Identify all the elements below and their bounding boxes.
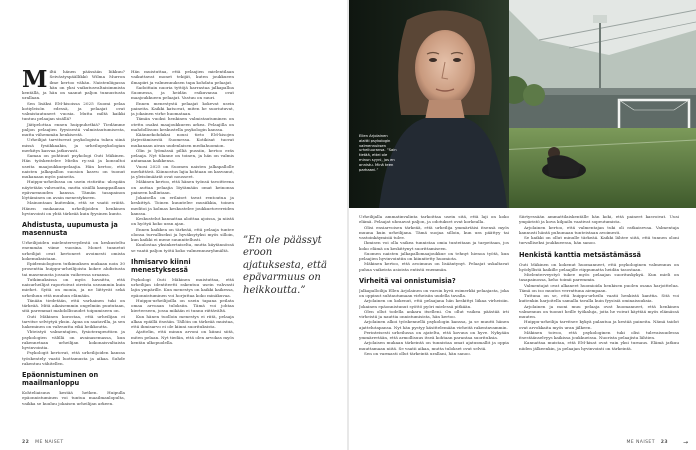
left-column-2 xyxy=(131,69,234,436)
c2-text-0: Hän muistuttaa, että pelaajien mielentilaan vaikuttavat monet tekijät, kuten joukkueen ilmapiiri ja valmennuksen tapa kohdata pelaajat. xyxy=(131,69,234,85)
left-column-1 xyxy=(22,69,125,436)
s4-text-2: Olen ollut todella ankara itselleni. On ollut vaikea päästää irti virheistä ja nauttia onnistumisista, hän kertoo. xyxy=(359,308,509,319)
s3-text-1: Huippu-urheilijoilla on usein tapana peilata omaa arvoaan tuloksiin. Tämä voi johtaa kierteeseen, jossa mikään ei tunnu riittävältä. xyxy=(131,297,234,314)
c2-text-1: Sadoittain nuoria tyttöjä harrastaa jalkapalloa Suomessa, ja heidän esikuvansa ovat maajoukkueen pelaajat. Vastuu on suuri. xyxy=(131,84,234,101)
r2-text-1: Arjolainen kertoo, että valmentajan tuki oli ratkaisevaa. Valmentaja kannusti häntä puhumaan tunteistaan avoimesti. xyxy=(519,224,679,235)
s1-text-6: Psykologit kertovat, että urheilijoiden kanssa työskentely vaatii luottamusta ja aikaa. Suhde rakentuu vähitellen. xyxy=(22,350,125,366)
s4-text-1: Arjolainen on kokenut, että pelaajana hän keskittyi liikaa virheisiin. Jokainen epäonnistunut syöttö pyöri mielessä pitkään. xyxy=(359,298,509,309)
next-page-arrow-icon: → xyxy=(682,439,688,446)
s5-text-2: Valmentajat ovat alkaneet huomioida henkisen puolen osana harjoittelua. Tämä on iso muutos verrattuna aiempaan. xyxy=(519,282,679,293)
intro-text-3: Urheilijat tarvitsevat psykologista tukea siinä missä fysiikkaakin, ja urheilupsykologian merkitys kasvaa jatkuvasti. xyxy=(22,137,125,153)
c2-text-3: Tämän vuoksi henkinen valmistautuminen on otettu osaksi maajoukkueen arkea. Pelaajilla on mahdollisuus keskustella psykologin kanssa. xyxy=(131,116,234,132)
subheading-mental-toughness: Henkistä kanttia metsästämässä xyxy=(519,250,642,259)
right-column-1 xyxy=(359,214,509,436)
pull-quote: ”En ole päässyt eroon ajatuksesta, että epävarmuus on heikkoutta.” xyxy=(243,235,327,296)
s4-text-3: Arjolainen alkoi työskennellä psykologin kanssa, ja se muutti hänen ajattelutapansa. Nyt hän pystyy käsittelemään virheitä rakentavammin. xyxy=(359,319,509,330)
r1-text-1: Olisi ensiarvoisen tärkeää, että urheilija ymmärtäisi itsensä myös muuna kuin urheilijana. Tämä suojaa silloin, kun ura päättyy tai vastoinkäymisiä tulee. xyxy=(359,224,509,240)
right-magazine-name: ME NAISET xyxy=(626,440,655,445)
photo-illustration xyxy=(349,0,696,208)
s4-text-4: Perinteisesti urheilussa on ajateltu, että kovuus on hyve. Nykyään ymmärretään, että armollisuus itseä kohtaan parantaa suorituksia. xyxy=(359,329,509,340)
s3-text-0: Psykologi Outi Mäkinen muistuttaa, että urheilijan identiteetti rakentuu usein vahvasti lajin ympärille. Kun menestys on kaikki kaikessa, epäonnistuminen voi horjuttaa koko minäkuvaa. xyxy=(131,276,234,298)
r1-text-2: Ihmisen voi olla vaikea tunnistaa omia tunteitaan ja tarpeitaan, jos koko elämä on keskittynyt suorittamiseen. xyxy=(359,240,509,251)
s5-text-3: Tuttuna on se, että huippu-urheilu vaatii henkistä kanttia. Sitä voi kuitenkin harjoitella samalla tavalla kuin fyysisiä ominaisuuksia. xyxy=(519,293,679,304)
intro-text-2: Jäitpelottaa ennen huippuhetkiä? Tiedämme paljon pelaajien fyysisestä valmistautumisesta, mutta vähemmän henkisestä. xyxy=(22,121,125,137)
player-photo xyxy=(349,0,696,208)
drop-cap: M xyxy=(22,69,48,93)
intro-text-6: Mainontaan kuitenkin, että se vaatii eräitä. Hänen mukaansa urheilijoiden henkinen hyvinvointi on yhtä tärkeää kuin fyysinen kunto. xyxy=(22,200,125,216)
s3-text-3: Ajattelin, että minun arvoni on kiinni siitä, miten pelaan. Nyt tiedän, että olen arvokas myös kentän ulkopuolella. xyxy=(131,329,234,345)
intro-paragraph xyxy=(22,69,125,101)
right-page xyxy=(349,0,696,450)
subheading-human-worth: Ihmisarvo kiinni menestyksessä xyxy=(131,257,191,274)
s1-text-3: Tänään tiedetään, että varhainen tuki on tärkeää. Mitä aikaisemmin ongelmiin puututaan, sitä paremmat mahdollisuudet toipumiseen on. xyxy=(22,297,125,314)
left-page xyxy=(0,0,347,450)
s5-text-5: Huippu-urheilija tarvitsee kykyä palautua ja kestää paineita. Nämä taidot ovat arvokkaita myös uran jälkeen. xyxy=(519,319,679,330)
subheading-mistakes: Virheitä vai onnistumisia? xyxy=(359,276,456,285)
s5-text-4: Arjolainen ja moni muu pelaaja ovat huomanneet, että henkinen valmennus on tuonut heille työkaluja, joita he voivat käyttää myös elämässä muuten. xyxy=(519,303,679,319)
left-footer xyxy=(22,440,64,445)
intro-text-5: Huippu-urheilussa on usein ristiriita: ulospäin näytetään vahvuutta, mutta sisällä kamppaillaan epävarmuuden kanssa. Tämän tasapainon löytäminen on avain menestykseen. xyxy=(22,179,125,200)
c2-text-6: Vuosi 2025 on Suomen naisten jalkapallolle merkittävä. Kiinnostus lajia kohtaan on kasvanut, ja yleisömäärät ovat nousseet. xyxy=(131,163,234,179)
r1-text-3: Suomen naisten jalkapallomaajoukkue on tehnyt hienoa työtä, kun pelaajien hyvinvointiin on kiinnitetty huomiota. xyxy=(359,250,509,261)
s1-text-1: Epidemiologisen tutkimuksen mukaan noin 30 prosenttia huippu-urheilijoista kokee ahdistusta tai masennusta jossain vaiheessa uraansa. xyxy=(22,261,125,277)
left-page-number: 22 xyxy=(22,440,30,445)
s1-text-4: Outi Mäkinen korostaa, että urheilijan ei tarvitse selviytyä yksin. Apua on saatavilla, ja sen hakeminen on vahvuutta eikä heikkoutta. xyxy=(22,313,125,329)
c2-text-11: Kuulostaa yksinkertaiselta, mutta käytännössä se vaatii paljon työtä koko valmennusryhmältä. xyxy=(131,242,234,253)
r2-text-0: Siirtyessään ammattilaiskentälle hän koki, että paineet kasvoivat. Uusi ympäristö ja kova kilpailu vaativat sopeutumista. xyxy=(519,214,679,225)
intro-text-1: Sen lisäksi EM-kisoissa 2025 Suomi pelaa kotiyleisön edessä, ja pelaajat ovat valmistautuneet vuosia. Mutta miltä kaikki tuntuu pelaajan sisällä? xyxy=(22,100,125,122)
right-page-number: 23 xyxy=(660,440,668,445)
intro-text-0: iltä hänen päässään liikkuu? Seivästyspäällikkö Wilma Murron ilme kertoo vähän. Naistenliigassa hän on yksi vaikutusvaltaisimmista kentällä, ja hän on saanut paljon tunnustusta urallaan. xyxy=(22,69,125,101)
subheading-failure: Epäonnistuminen on maailmanloppu xyxy=(22,371,99,387)
s1-text-5: Yhteistyö valmentajien, fysioterapeuttien ja psykologien välillä on avainasemassa, kun rakennetaan urheilijan kokonaisvaltaista hyvinvointia. xyxy=(22,329,125,350)
r1-text-0: Urheilijalla ammatinvalinta tarkoittaa usein sitä, että laji on koko elämä. Pelaajat uhraavat paljon, ja odotukset ovat korkealla. xyxy=(359,214,509,225)
s4-text-6: Sen on varmasti ollut tärkeintä urallani, hän sanoo. xyxy=(364,350,471,356)
s1-text-0: Urheilijoiden mielenterveydestä on keskusteltu enemmän viime vuosina. Monet tunnetut urheilijat ovat kertoneet avoimesti omista kokemuksistaan. xyxy=(22,240,125,261)
r2-text-2: Se kaikki on ollut minulle tärkeää. Kaikki lähtee siitä, että tunnen oloni turvalliseksi joukkueessa, hän sanoo. xyxy=(519,235,679,246)
right-column-2 xyxy=(519,214,679,436)
c2-text-4: Käännekohdaksi nousi tieto EM-kisojen järjestämisestä Suomessa. Kotikisat tuovat mukanaan aivan uudenlaisen mediahuomion. xyxy=(131,132,234,148)
s4-text-0: Jalkapalloilija Ellen Arjolainen on varsin hyvä esimerkki pelaajasta, joka on oppinut suhtautumaan virheisiin uudella tavalla. xyxy=(359,287,509,298)
s5-text-7: Kannattaa muistaa, että EM-kisat ovat vain yksi turnaus. Elämä jatkuu niiden jälkeenkin, ja pelaajan hyvinvointi on tärkeintä. xyxy=(519,340,679,351)
photo-caption: Ellen Arjolainen alaitti psykologin valmennuksen urheiluuransa. ”Sain tietää, ettei ole minun syyni, jos en onnistu. Minä teen parhaani.” xyxy=(359,134,397,172)
c2-text-5: Olin jo lyömässä pilliä pussiin, kertoo eräs pelaaja. Nyt tilanne on toinen, ja hän on valmis antamaan kaikkensa. xyxy=(131,147,234,164)
r1-text-4: Mäkinen kertoo, että avoimuus on lisääntynyt. Pelaajat uskaltavat puhua vaikeista asioista entistä enemmän. xyxy=(359,261,509,272)
subheading-anxiety: Ahdistusta, uupumusta ja masennusta xyxy=(22,221,118,237)
s5-text-1: Mielenterveystyö tukee myös pelaajan suorituskykyä. Kun mieli on tasapainossa, keho toimii paremmin. xyxy=(519,272,679,283)
c2-text-7: Mäkinen kertoo, että hänen työnsä tavoitteena on auttaa pelaajia löytämään omat keinonsa paineen hallintaan. xyxy=(131,179,234,195)
right-footer xyxy=(626,440,668,445)
s3-text-2: Kun hänen tuolloin menestys ei riitä, pelaaja alkaa epäillä itseään. Tällöin on tärkeää muistaa, että ihmisarvo ei ole kiinni suorituksista. xyxy=(131,313,234,329)
c2-text-2: Ennen menestystä pelaajat kokevat usein paineita. Kaikki katsovat, miten he suoriutuvat, ja jokainen virhe huomataan. xyxy=(131,100,234,116)
c2-text-9: Keskustelut kannattaa aloittaa ajoissa, ja niistä on hyötyä koko uran ajan. xyxy=(131,216,234,227)
s2-text-0: Kohteliaisuus kestää hetken. Huipulla epäonnistuminen voi tuntua maailmanlopulta, vaikka se kuuluu jokaisen urheilijan arkeen. xyxy=(22,390,125,406)
s1-text-2: Tutkimuksissa on myös havaittu, että naisurheilijat raportoivat oireista useammin kuin miehet. Syitä on monia, ja ne liittyvät sekä urheiluun että muuhun elämään. xyxy=(22,276,125,298)
s5-text-0: Outi Mäkinen on kokenut huomanneet, että psykologinen valmennus on hyödyllistä kaikille pelaajille riippumatta heidän tasostaan. xyxy=(519,261,679,272)
left-magazine-name: ME NAISET xyxy=(35,440,64,445)
c2-text-8: Jokaisella on erilaiset tavat rentoutua ja keskittyä. Toinen kuuntelee musiikkia, toinen meditoi ja kolmas keskustelee joukkuetovereiden kanssa. xyxy=(131,195,234,216)
c2-text-10: Ennen kaikkea on tärkeää, että pelaaja tuntee olonsa turvalliseksi ja hyväksytyksi myös silloin, kun kaikki ei mene suunnitellusti. xyxy=(131,226,234,242)
s5-text-6: Mäkinen toivoo, että psykologinen tuki olisi tulevaisuudessa itsestäänselvyys kaikissa joukkueissa. Nuorista pelaajista lähtien. xyxy=(519,329,679,340)
s4-text-5: Arjolaisen mukaan tärkeintä on tunnistaa omat ajatusmallit ja oppia muuttamaan niitä. Se vaatii aikaa, mutta tulokset ovat selviä. xyxy=(359,340,509,351)
intro-text-4: Samaa on pohtinut psykologi Outi Mäkinen. Hän työskentelee Mielin ry:ssä ja konsultoi useita maajoukkuepelaajia. Hän kertoo, että naisten jalkapallon suosion kasvu on tuonut mukanaan myös paineita. xyxy=(22,153,125,179)
